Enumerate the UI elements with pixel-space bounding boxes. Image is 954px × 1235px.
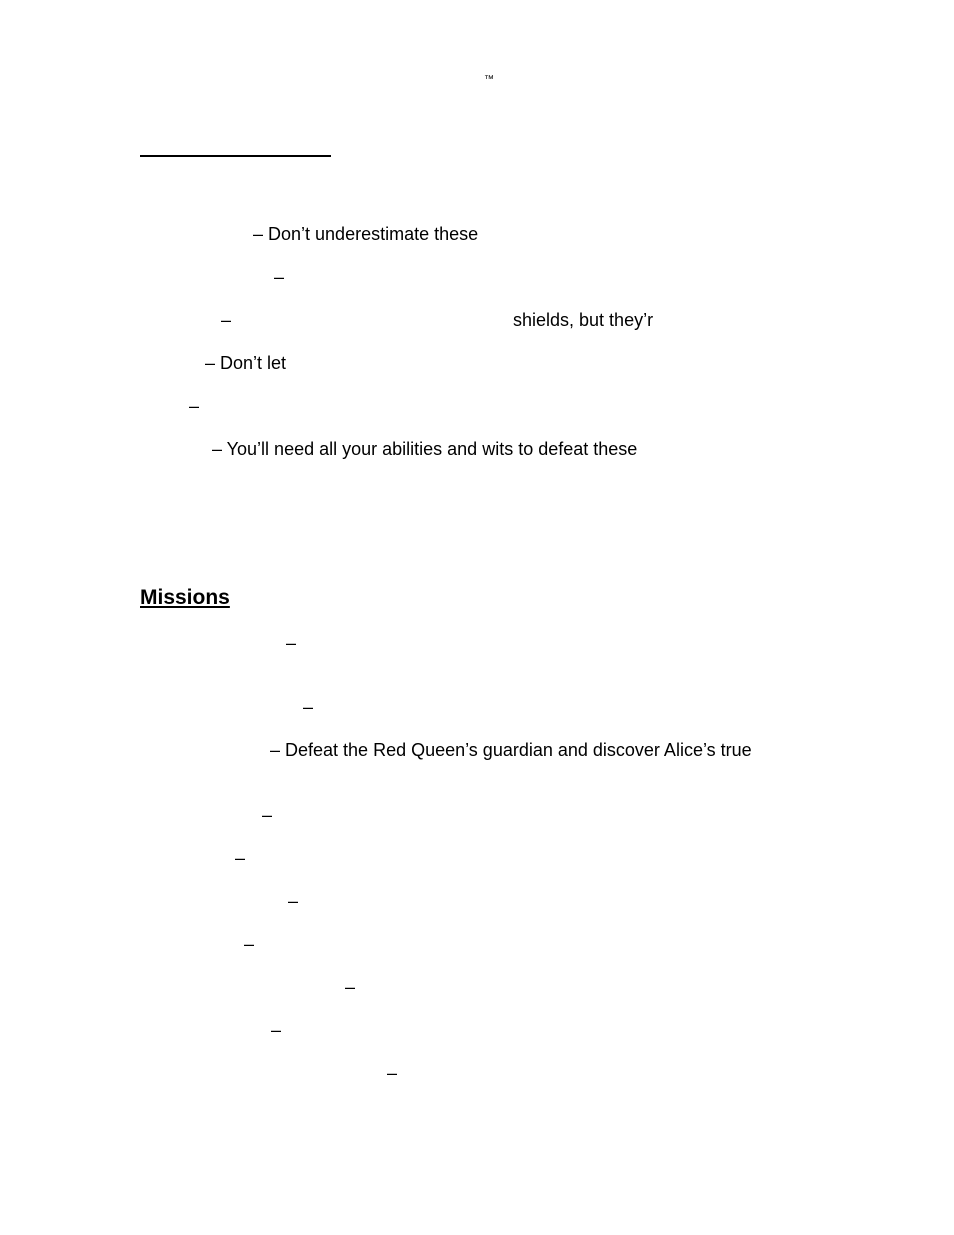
mission-line: – [235,848,246,868]
mission-line: – [286,633,297,653]
section-heading-underline [140,155,331,157]
enemy-line: – You’ll need all your abilities and wits to defeat these [212,439,638,459]
enemy-line: – [221,310,232,330]
enemy-line: – [189,396,200,416]
mission-line: – Defeat the Red Queen’s guardian and discover Alice’s true [270,740,752,760]
enemy-line: shields, but they’r [513,310,654,330]
enemy-line: – Don’t underestimate these [253,224,479,244]
mission-line: – [288,891,299,911]
missions-heading: Missions [140,586,230,609]
enemy-line: – [274,267,285,287]
mission-line: – [387,1063,398,1083]
mission-line: – [271,1020,282,1040]
mission-line: – [345,977,356,997]
mission-line: – [303,697,314,717]
mission-line: – [244,934,255,954]
mission-line: – [262,805,273,825]
enemy-line: – Don’t let [205,353,287,373]
trademark-symbol: ™ [484,74,494,85]
